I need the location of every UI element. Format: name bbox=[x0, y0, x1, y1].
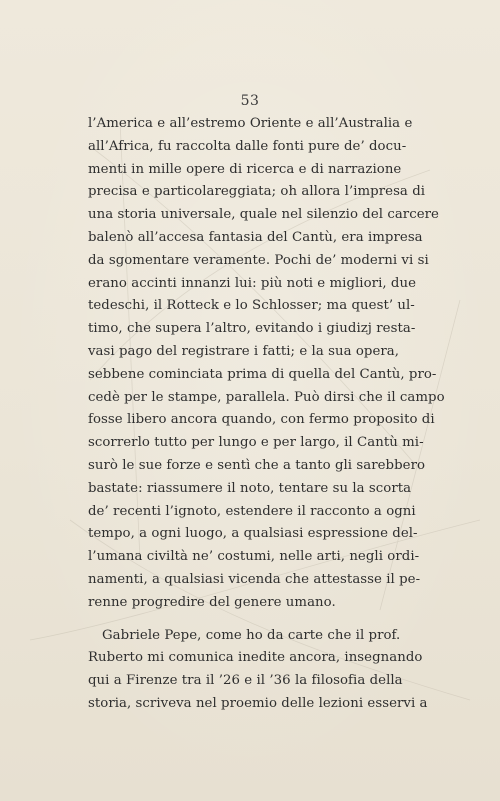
text-line: vasi pago del registrare i fatti; e la sua opera, bbox=[88, 343, 400, 359]
text-line: storia, scriveva nel proemio delle lezioni esservi a bbox=[88, 695, 428, 711]
text-line: renne progredire del genere umano. bbox=[88, 594, 336, 610]
paragraph-gap bbox=[88, 615, 388, 625]
text-line: de’ recenti l’ignoto, estendere il racconto a ogni bbox=[88, 503, 416, 519]
text-line: sebbene cominciata prima di quella del Cantù, pro- bbox=[88, 366, 437, 382]
text-line: cedè per le stampe, parallela. Può dirsi che il campo bbox=[88, 389, 445, 405]
text-line: namenti, a qualsiasi vicenda che attestasse il pe- bbox=[88, 571, 421, 587]
text-line: all’Africa, fu raccolta dalle fonti pure de’ docu- bbox=[88, 138, 407, 154]
text-line: Gabriele Pepe, come ho da carte che il prof. bbox=[102, 627, 401, 643]
text-line: bastate: riassumere il noto, tentare su la scorta bbox=[88, 480, 412, 496]
text-line: Ruberto mi comunica inedite ancora, insegnando bbox=[88, 650, 423, 666]
text-line: da sgomentare veramente. Pochi de’ moderni vi si bbox=[88, 252, 429, 268]
text-line: scorrerlo tutto per lungo e per largo, il Cantù mi- bbox=[88, 435, 424, 451]
paragraph bbox=[88, 113, 445, 615]
text-line: erano accinti innanzi lui: più noti e migliori, due bbox=[88, 275, 417, 291]
text-line: una storia universale, quale nel silenzio del carcere bbox=[88, 207, 439, 223]
text-line: qui a Firenze tra il ’26 e il ’36 la filosofia della bbox=[88, 673, 403, 689]
text-line: surò le sue forze e sentì che a tanto gli sarebbero bbox=[88, 457, 426, 473]
text-line: balenò all’accesa fantasia del Cantù, era impresa bbox=[88, 229, 423, 245]
text-line: menti in mille opere di ricerca e di narrazione bbox=[88, 161, 402, 177]
text-line: l’America e all’estremo Oriente e all’Australia e bbox=[88, 116, 413, 131]
body-text bbox=[88, 113, 445, 716]
text-line: l’umana civiltà ne’ costumi, nelle arti, negli ordi- bbox=[88, 549, 420, 565]
text-line: tedeschi, il Rotteck e lo Schlosser; ma quest’ ul- bbox=[88, 298, 415, 314]
text-line: precisa e particolareggiata; oh allora l’impresa di bbox=[88, 184, 426, 200]
paragraph bbox=[88, 625, 428, 716]
text-line: fosse libero ancora quando, con fermo proposito di bbox=[88, 412, 435, 428]
text-line: tempo, a ogni luogo, a qualsiasi espressione del- bbox=[88, 526, 418, 542]
text-line: timo, che supera l’altro, evitando i giudizj resta- bbox=[88, 321, 416, 337]
page-number: 53 bbox=[240, 93, 260, 109]
